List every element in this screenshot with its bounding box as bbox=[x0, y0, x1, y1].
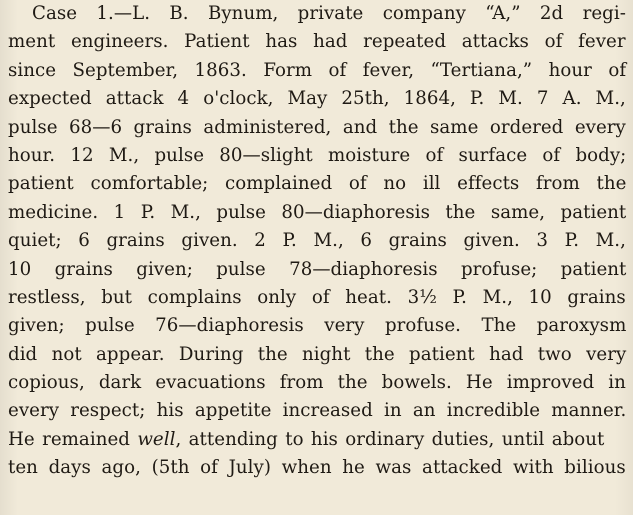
case-report-text bbox=[8, 0, 626, 483]
text-line: ten days ago, (5th of July) when he was attacked with bilious bbox=[8, 457, 626, 479]
text-line: ment engineers. Patient has had repeated attacks of fever bbox=[8, 31, 626, 53]
text-line: medicine. 1 P. M., pulse 80—diaphoresis the same, patient bbox=[8, 201, 627, 223]
text-line bbox=[8, 426, 626, 454]
emphasis-word: well bbox=[137, 428, 176, 450]
text-line: restless, but complains only of heat. 3½ P. M., 10 grains bbox=[8, 286, 626, 308]
text-line: 10 grains given; pulse 78—diaphoresis profuse; patient bbox=[8, 258, 627, 280]
text-line: expected attack 4 o'clock, May 25th, 1864, P. M. 7 A. M., bbox=[8, 88, 626, 110]
text-line: every respect; his appetite increased in an incredible manner. bbox=[8, 400, 627, 422]
text-line: quiet; 6 grains given. 2 P. M., 6 grains given. 3 P. M., bbox=[8, 230, 626, 252]
text-line: since September, 1863. Form of fever, “Tertiana,” hour of bbox=[8, 59, 627, 81]
text-line: copious, dark evacuations from the bowels. He improved in bbox=[8, 372, 626, 394]
text-line: hour. 12 M., pulse 80—slight moisture of surface of body; bbox=[8, 144, 627, 166]
text-line-segment: He remained well, attending to his ordinary duties, until about bbox=[8, 428, 605, 450]
text-line: patient comfortable; complained of no ill effects from the bbox=[8, 173, 627, 195]
text-line: did not appear. During the night the patient had two very bbox=[8, 343, 627, 365]
text-line: pulse 68—6 grains administered, and the same ordered every bbox=[8, 116, 626, 138]
text-line: given; pulse 76—diaphoresis very profuse. The paroxysm bbox=[8, 315, 627, 337]
text-line: Case 1.—L. B. Bynum, private company “A,” 2d regi- bbox=[32, 3, 626, 24]
